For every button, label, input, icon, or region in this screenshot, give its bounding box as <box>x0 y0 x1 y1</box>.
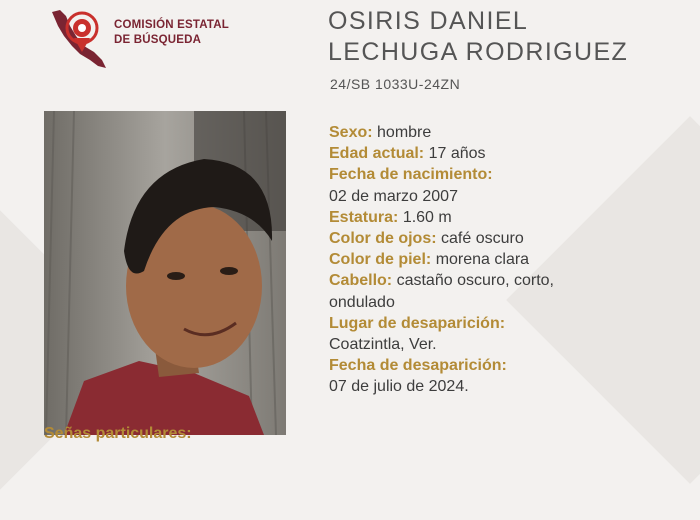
person-name <box>328 6 628 68</box>
agency-name-line2: DE BÚSQUEDA <box>114 34 202 46</box>
lugar-value: Coatzintla, Ver. <box>329 336 437 354</box>
detail-piel <box>329 249 554 270</box>
detail-estatura <box>329 207 554 228</box>
edad-label: Edad actual: <box>329 145 425 163</box>
fecha-desaparicion-label: Fecha de desaparición: <box>329 357 507 375</box>
person-photo <box>44 111 286 435</box>
agency-name <box>114 18 229 48</box>
agency-name-line1: COMISIÓN ESTATAL <box>114 19 229 31</box>
case-code: 24/SB 1033U-24ZN <box>330 76 461 92</box>
person-name-line2: LECHUGA RODRIGUEZ <box>328 38 629 66</box>
piel-value: morena clara <box>435 251 530 269</box>
cabello-label: Cabello: <box>329 272 393 290</box>
person-name-line1: OSIRIS DANIEL <box>328 7 529 35</box>
ojos-value: café oscuro <box>441 230 524 248</box>
veracruz-map-pin-icon <box>46 8 116 70</box>
detail-cabello <box>329 270 554 291</box>
detail-sexo <box>329 122 554 143</box>
estatura-value: 1.60 m <box>402 208 452 226</box>
fecha-desaparicion-value: 07 de julio de 2024. <box>329 378 469 396</box>
portrait-image <box>44 111 286 435</box>
sexo-value: hombre <box>377 124 432 141</box>
ojos-label: Color de ojos: <box>329 230 437 248</box>
estatura-label: Estatura: <box>329 208 399 226</box>
person-details <box>329 122 554 398</box>
lugar-label: Lugar de desaparición: <box>329 314 506 332</box>
sexo-label: Sexo: <box>329 124 373 141</box>
nacimiento-label: Fecha de nacimiento: <box>329 166 493 184</box>
cabello-value-2: ondulado <box>329 293 395 311</box>
cabello-value-1: castaño oscuro, corto, <box>396 272 554 290</box>
edad-value: 17 años <box>428 145 486 163</box>
nacimiento-value: 02 de marzo 2007 <box>329 187 458 205</box>
detail-ojos <box>329 228 554 249</box>
detail-edad <box>329 143 554 164</box>
piel-label: Color de piel: <box>329 251 432 269</box>
senas-particulares-label: Señas particulares: <box>44 425 192 442</box>
